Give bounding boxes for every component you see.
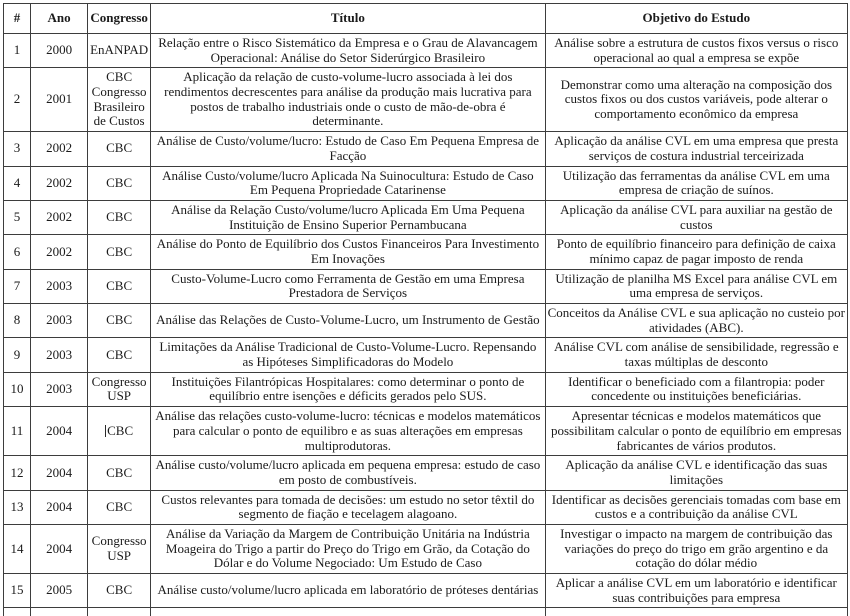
text-cursor [105, 425, 106, 437]
partial-cell [4, 608, 31, 616]
row-number-cell: 8 [4, 304, 31, 338]
congress-cell: CBC [88, 456, 151, 490]
congress-cell: CBC Congresso Brasileiro de Custos [88, 68, 151, 132]
table-row [4, 200, 848, 234]
title-cell: Análise da Variação da Margem de Contribuição Unitária na Indústria Moageira do Trigo a partir do Preço do Trigo em Grão, da Cotação do Dólar e do Volume Negociado: Um Estudo de Caso [151, 524, 545, 573]
partial-cell [151, 608, 545, 616]
title-cell: Aplicação da relação de custo-volume-lucro associada à lei dos rendimentos decrescentes para análise da produção mais lucrativa para postos de trabalho industriais onde o custo de mão-de-obra é determinante. [151, 68, 545, 132]
title-cell: Instituições Filantrópicas Hospitalares: como determinar o ponto de equilíbrio entre isenções e déficits gerados pelo SUS. [151, 372, 545, 406]
table-row [4, 235, 848, 269]
table-row [4, 68, 848, 132]
objective-cell: Identificar o beneficiado com a filantropia: poder concedente ou instituições beneficiárias. [545, 372, 847, 406]
table-row [4, 524, 848, 573]
objective-cell: Demonstrar como uma alteração na composição dos custos fixos ou dos custos variáveis, pode alterar o comportamento econômico da empresa [545, 68, 847, 132]
year-cell: 2003 [31, 338, 88, 372]
year-cell: 2005 [31, 574, 88, 608]
studies-table [3, 3, 848, 616]
objective-cell: Aplicar a análise CVL em um laboratório e identificar suas contribuições para empresa [545, 574, 847, 608]
congress-cell: CBC [88, 235, 151, 269]
title-cell: Custo-Volume-Lucro como Ferramenta de Gestão em uma Empresa Prestadora de Serviços [151, 269, 545, 303]
congress-cell: CBC [88, 574, 151, 608]
table-row [4, 407, 848, 456]
header-row [4, 4, 848, 34]
title-cell: Custos relevantes para tomada de decisões: um estudo no setor têxtil do segmento de fiação e tecelagem alagoano. [151, 490, 545, 524]
table-row [4, 490, 848, 524]
row-number-cell: 13 [4, 490, 31, 524]
objective-cell: Identificar as decisões gerenciais tomadas com base em custos e a contribuição da análise CVL [545, 490, 847, 524]
row-number-cell: 6 [4, 235, 31, 269]
row-number-cell: 9 [4, 338, 31, 372]
title-cell: Análise das Relações de Custo-Volume-Lucro, um Instrumento de Gestão [151, 304, 545, 338]
table-row [4, 269, 848, 303]
year-cell: 2003 [31, 269, 88, 303]
table-row [4, 132, 848, 166]
title-cell: Análise de Custo/volume/lucro: Estudo de Caso Em Pequena Empresa de Facção [151, 132, 545, 166]
objective-cell: Aplicação da análise CVL em uma empresa que presta serviços de costura industrial terceirizada [545, 132, 847, 166]
table-row [4, 166, 848, 200]
table-row [4, 574, 848, 608]
objective-cell: Apresentar técnicas e modelos matemáticos que possibilitam calcular o ponto de equilíbrio em empresas fabricantes de vários produtos. [545, 407, 847, 456]
congress-cell: Congresso USP [88, 524, 151, 573]
congress-cell: CBC [88, 407, 151, 456]
row-number-cell: 11 [4, 407, 31, 456]
year-cell: 2002 [31, 166, 88, 200]
table-row [4, 338, 848, 372]
row-number-cell: 10 [4, 372, 31, 406]
title-cell: Análise da Relação Custo/volume/lucro Aplicada Em Uma Pequena Instituição de Ensino Superior Pernambucana [151, 200, 545, 234]
table-row [4, 34, 848, 68]
row-number-cell: 14 [4, 524, 31, 573]
congress-cell: CBC [88, 200, 151, 234]
year-cell: 2004 [31, 407, 88, 456]
header-ano: Ano [31, 4, 88, 34]
objective-cell: Aplicação da análise CVL para auxiliar na gestão de custos [545, 200, 847, 234]
year-cell: 2002 [31, 132, 88, 166]
objective-cell: Aplicação da análise CVL e identificação das suas limitações [545, 456, 847, 490]
row-number-cell: 12 [4, 456, 31, 490]
row-number-cell: 2 [4, 68, 31, 132]
row-number-cell: 1 [4, 34, 31, 68]
partial-cell [31, 608, 88, 616]
title-cell: Análise custo/volume/lucro aplicada em laboratório de próteses dentárias [151, 574, 545, 608]
objective-cell: Ponto de equilíbrio financeiro para definição de caixa mínimo capaz de pagar imposto de renda [545, 235, 847, 269]
congress-cell: CBC [88, 132, 151, 166]
year-cell: 2000 [31, 34, 88, 68]
objective-cell: Análise CVL com análise de sensibilidade, regressão e taxas múltiplas de desconto [545, 338, 847, 372]
title-cell: Análise das relações custo-volume-lucro: técnicas e modelos matemáticos para calcular o ponto de equilibro e as suas alterações em empresas multiprodutoras. [151, 407, 545, 456]
objective-cell: Utilização de planilha MS Excel para análise CVL em uma empresa de serviços. [545, 269, 847, 303]
year-cell: 2001 [31, 68, 88, 132]
year-cell: 2004 [31, 490, 88, 524]
table-row [4, 372, 848, 406]
congress-cell: CBC [88, 490, 151, 524]
header-objetivo: Objetivo do Estudo [545, 4, 847, 34]
congress-cell: Congresso USP [88, 372, 151, 406]
partial-cell [88, 608, 151, 616]
title-cell: Análise custo/volume/lucro aplicada em pequena empresa: estudo de caso em posto de combustíveis. [151, 456, 545, 490]
year-cell: 2002 [31, 235, 88, 269]
congress-cell: CBC [88, 269, 151, 303]
title-cell: Análise Custo/volume/lucro Aplicada Na Suinocultura: Estudo de Caso Em Pequena Propriedade Catarinense [151, 166, 545, 200]
objective-cell: Investigar o impacto na margem de contribuição das variações do preço do trigo em grão argentino e da cotação do dólar médio [545, 524, 847, 573]
table-row [4, 456, 848, 490]
partial-row [4, 608, 848, 616]
row-number-cell: 3 [4, 132, 31, 166]
congress-cell: CBC [88, 166, 151, 200]
row-number-cell: 5 [4, 200, 31, 234]
row-number-cell: 15 [4, 574, 31, 608]
year-cell: 2003 [31, 304, 88, 338]
year-cell: 2004 [31, 524, 88, 573]
header-congresso: Congresso [88, 4, 151, 34]
row-number-cell: 4 [4, 166, 31, 200]
congress-cell: CBC [88, 338, 151, 372]
partial-cell [545, 608, 847, 616]
row-number-cell: 7 [4, 269, 31, 303]
header-titulo: Título [151, 4, 545, 34]
objective-cell: Análise sobre a estrutura de custos fixos versus o risco operacional ao qual a empresa se expõe [545, 34, 847, 68]
table-row [4, 304, 848, 338]
year-cell: 2004 [31, 456, 88, 490]
title-cell: Limitações da Análise Tradicional de Custo-Volume-Lucro. Repensando as Hipóteses Simplificadoras do Modelo [151, 338, 545, 372]
objective-cell: Utilização das ferramentas da análise CVL em uma empresa de criação de suínos. [545, 166, 847, 200]
year-cell: 2002 [31, 200, 88, 234]
year-cell: 2003 [31, 372, 88, 406]
objective-cell: Conceitos da Análise CVL e sua aplicação no custeio por atividades (ABC). [545, 304, 847, 338]
congress-cell: CBC [88, 304, 151, 338]
congress-cell: EnANPAD [88, 34, 151, 68]
title-cell: Análise do Ponto de Equilíbrio dos Custos Financeiros Para Investimento Em Inovações [151, 235, 545, 269]
header-num: # [4, 4, 31, 34]
title-cell: Relação entre o Risco Sistemático da Empresa e o Grau de Alavancagem Operacional: Análise do Setor Siderúrgico Brasileiro [151, 34, 545, 68]
